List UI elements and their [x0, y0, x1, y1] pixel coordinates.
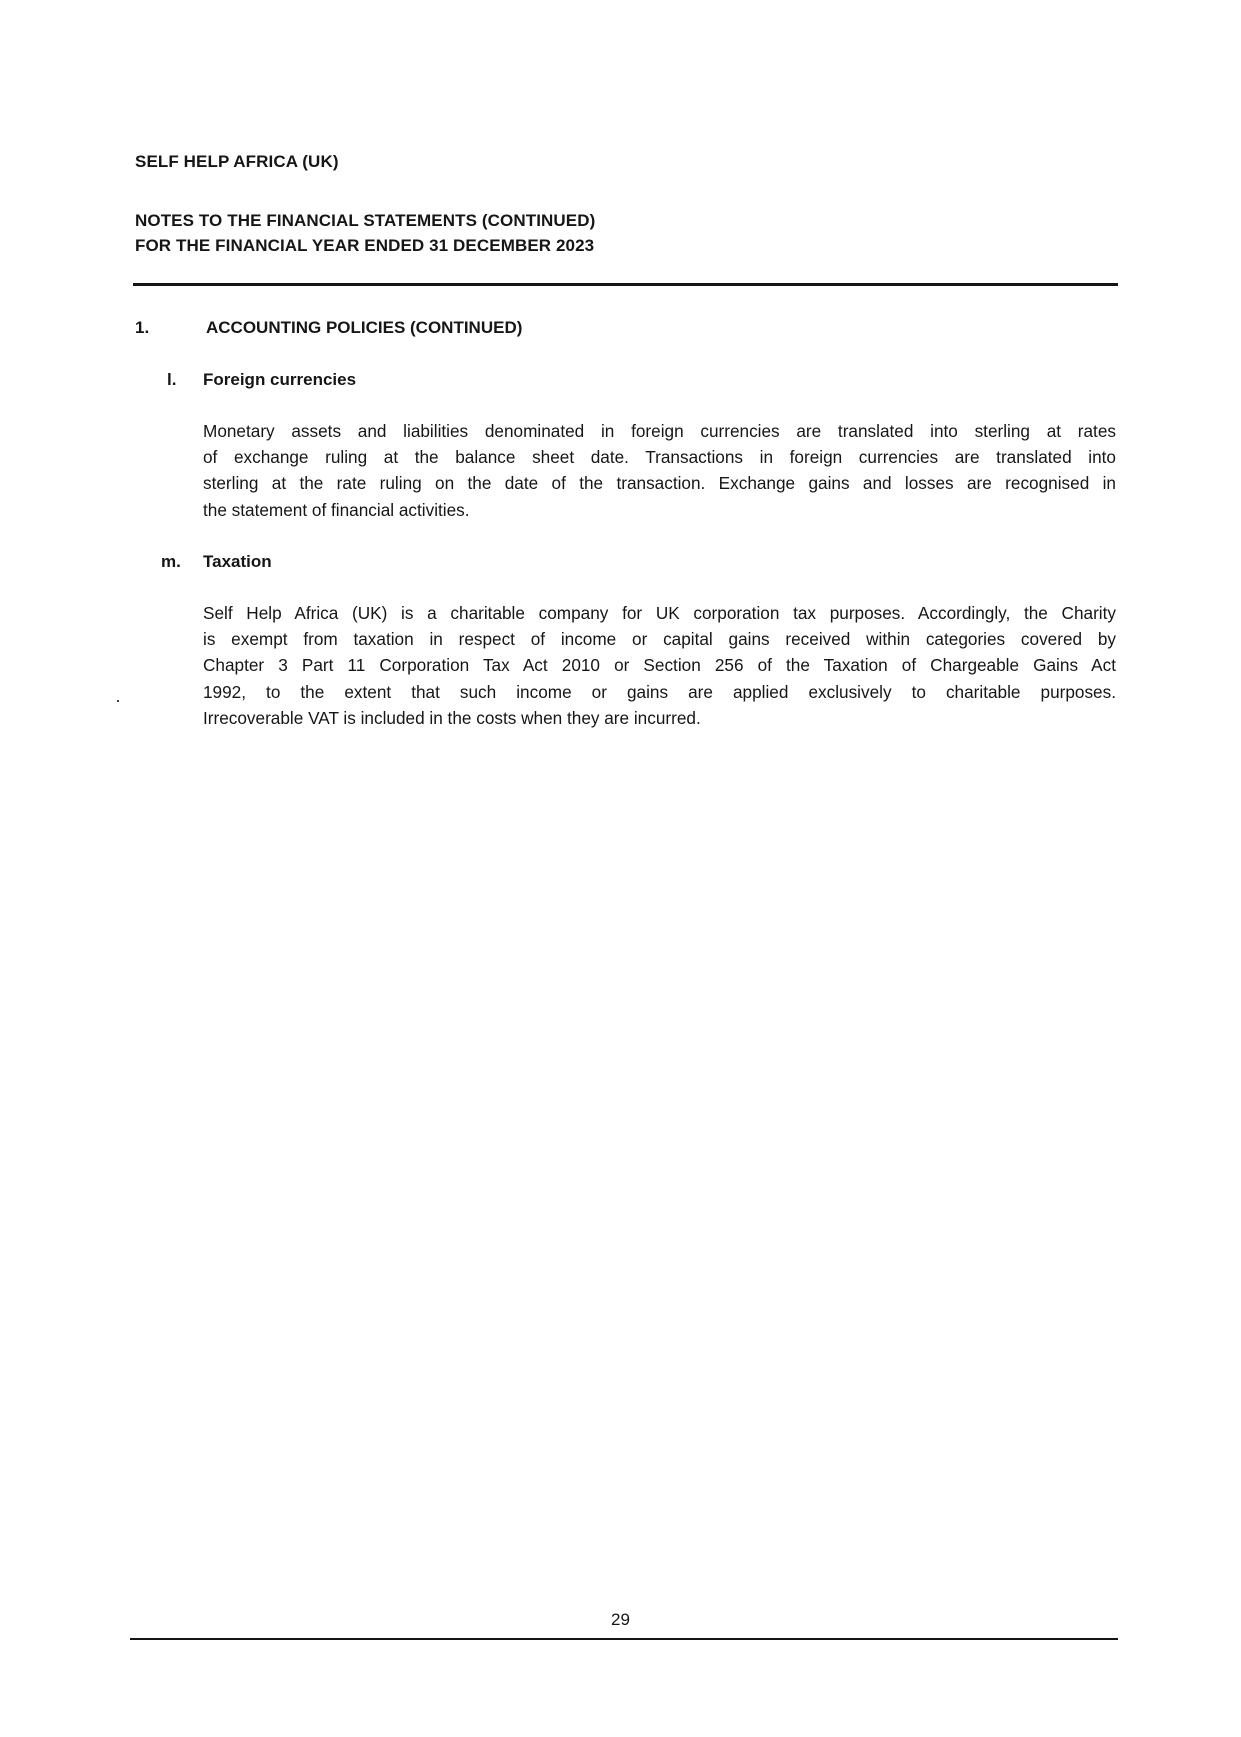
- subsection-l-letter: l.: [167, 370, 177, 389]
- paragraph-line: of exchange ruling at the balance sheet date. Transactions in foreign currencies are translated into: [203, 447, 1116, 468]
- scan-speck: [117, 700, 119, 702]
- page-number: 29: [611, 1610, 630, 1629]
- paragraph-line: Irrecoverable VAT is included in the costs when they are incurred.: [203, 707, 701, 728]
- subsection-taxation-title: Taxation: [203, 552, 272, 571]
- paragraph-line: 1992, to the extent that such income or gains are applied exclusively to charitable purposes.: [203, 681, 1116, 702]
- paragraph-line: Self Help Africa (UK) is a charitable company for UK corporation tax purposes. Accordingly, the Charity: [203, 603, 1116, 623]
- subsection-m-letter: m.: [161, 552, 181, 571]
- organisation-name: SELF HELP AFRICA (UK): [135, 152, 339, 171]
- paragraph-line: the statement of financial activities.: [203, 499, 470, 520]
- paragraph-line: is exempt from taxation in respect of income or capital gains received within categories covered by: [203, 629, 1116, 650]
- paragraph-line: Chapter 3 Part 11 Corporation Tax Act 2010 or Section 256 of the Taxation of Chargeable Gains Act: [203, 655, 1116, 676]
- taxation-paragraph: [203, 600, 1116, 731]
- section-title: ACCOUNTING POLICIES (CONTINUED): [206, 318, 523, 337]
- section-number: 1.: [135, 318, 150, 337]
- paragraph-line: Monetary assets and liabilities denominated in foreign currencies are translated into sterling at rates: [203, 421, 1116, 441]
- footer-divider: [130, 1638, 1118, 1640]
- financial-year-title: FOR THE FINANCIAL YEAR ENDED 31 DECEMBER 2023: [135, 236, 595, 255]
- paragraph-line: sterling at the rate ruling on the date of the transaction. Exchange gains and losses are recognised in: [203, 473, 1116, 494]
- foreign-currencies-paragraph: [203, 418, 1116, 523]
- notes-title: NOTES TO THE FINANCIAL STATEMENTS (CONTINUED): [135, 211, 596, 230]
- subsection-foreign-currencies-title: Foreign currencies: [203, 370, 357, 389]
- header-divider: [133, 283, 1118, 286]
